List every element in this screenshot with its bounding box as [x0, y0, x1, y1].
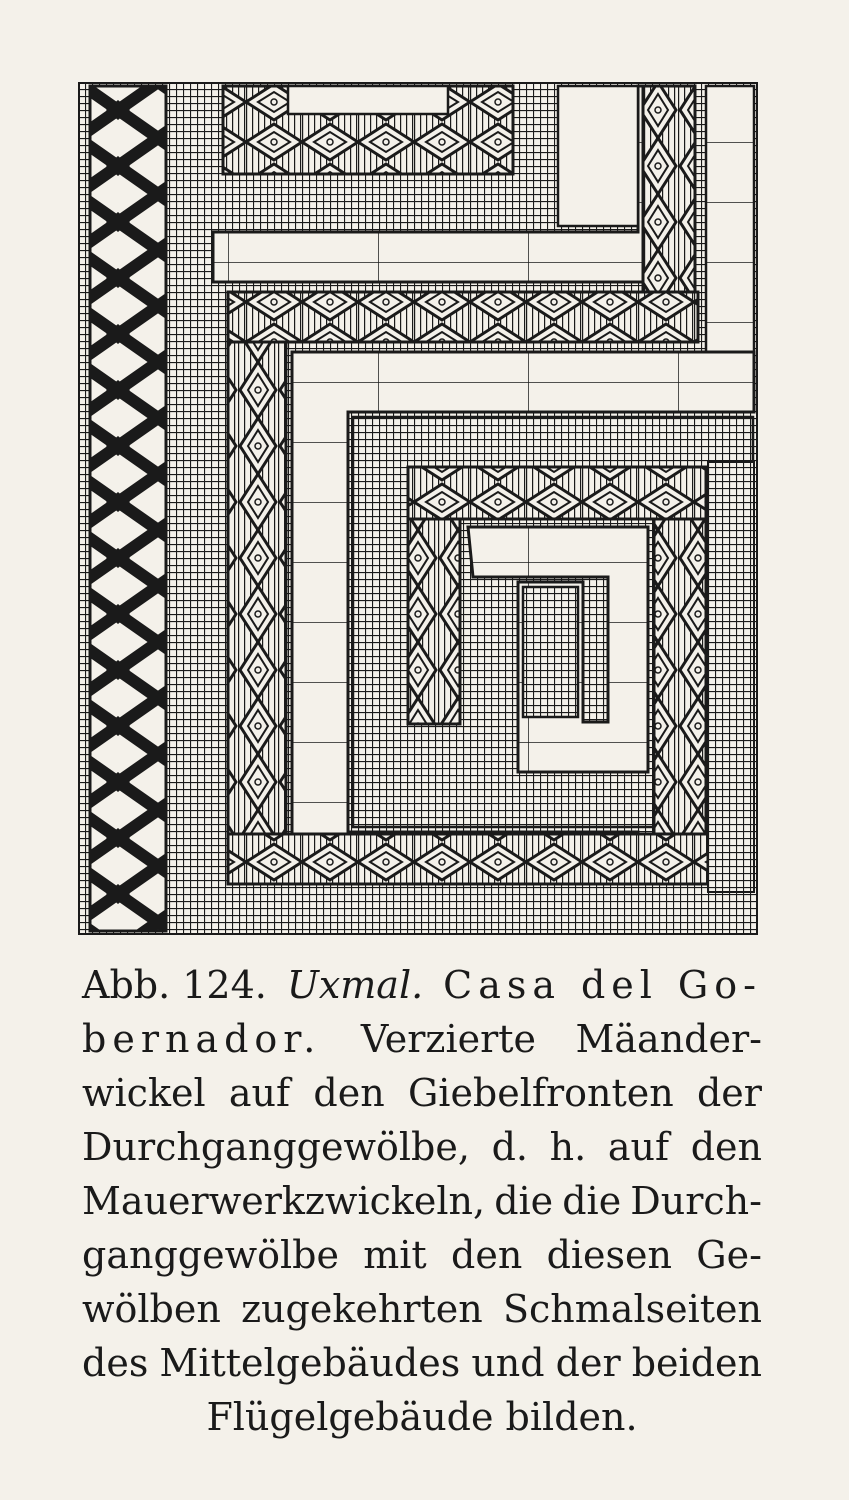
caption-word: Verzierte [360, 1017, 537, 1061]
caption-word: Casa [443, 963, 562, 1007]
caption-word: mit [363, 1233, 427, 1277]
caption-word: die [494, 1179, 554, 1223]
caption-word: Mäander- [575, 1017, 762, 1061]
caption-line-4 [82, 1120, 762, 1174]
caption-line-9 [82, 1390, 762, 1444]
caption-word: Mittelgebäudes [159, 1341, 461, 1385]
caption-word: ganggewölbe [82, 1233, 339, 1277]
caption-word: h. [549, 1125, 587, 1169]
caption-word: beiden [631, 1341, 762, 1385]
caption-word: der [555, 1341, 621, 1385]
caption-word: bernador. [82, 1017, 322, 1061]
caption-line-1 [82, 958, 762, 1012]
ornament-illustration [78, 82, 758, 935]
caption-word: Ge- [696, 1233, 762, 1277]
caption-word: Go- [677, 963, 762, 1007]
caption-word: auf [228, 1071, 291, 1115]
caption-line-5 [82, 1174, 762, 1228]
meander-engraving [78, 82, 758, 935]
caption-line-2 [82, 1012, 762, 1066]
caption-word: auf [607, 1125, 670, 1169]
caption-word: diesen [546, 1233, 673, 1277]
caption-word: den [690, 1125, 762, 1169]
figure-number: Abb. 124. [82, 963, 267, 1007]
caption-last-line: Flügelgebäude bilden. [206, 1395, 638, 1439]
caption-word: Mauerwerkzwickeln, [82, 1179, 486, 1223]
caption-word: wölben [82, 1287, 221, 1331]
caption-word: die [562, 1179, 622, 1223]
caption-line-8 [82, 1336, 762, 1390]
caption-word: des [82, 1341, 149, 1385]
caption-line-6 [82, 1228, 762, 1282]
figure-caption [82, 958, 762, 1444]
caption-word: zugekehrten [241, 1287, 483, 1331]
caption-word: und [471, 1341, 545, 1385]
caption-line-7 [82, 1282, 762, 1336]
caption-word: Durch- [630, 1179, 762, 1223]
place-name: Uxmal. [286, 963, 424, 1007]
caption-word: d. [491, 1125, 528, 1169]
caption-line-3 [82, 1066, 762, 1120]
caption-word: del [580, 963, 658, 1007]
caption-word: den [313, 1071, 385, 1115]
caption-word: Durchganggewölbe, [82, 1125, 470, 1169]
caption-word: wickel [82, 1071, 206, 1115]
caption-word: Giebelfronten [407, 1071, 674, 1115]
caption-word: Schmalseiten [502, 1287, 762, 1331]
caption-word: den [451, 1233, 523, 1277]
caption-word: der [696, 1071, 762, 1115]
